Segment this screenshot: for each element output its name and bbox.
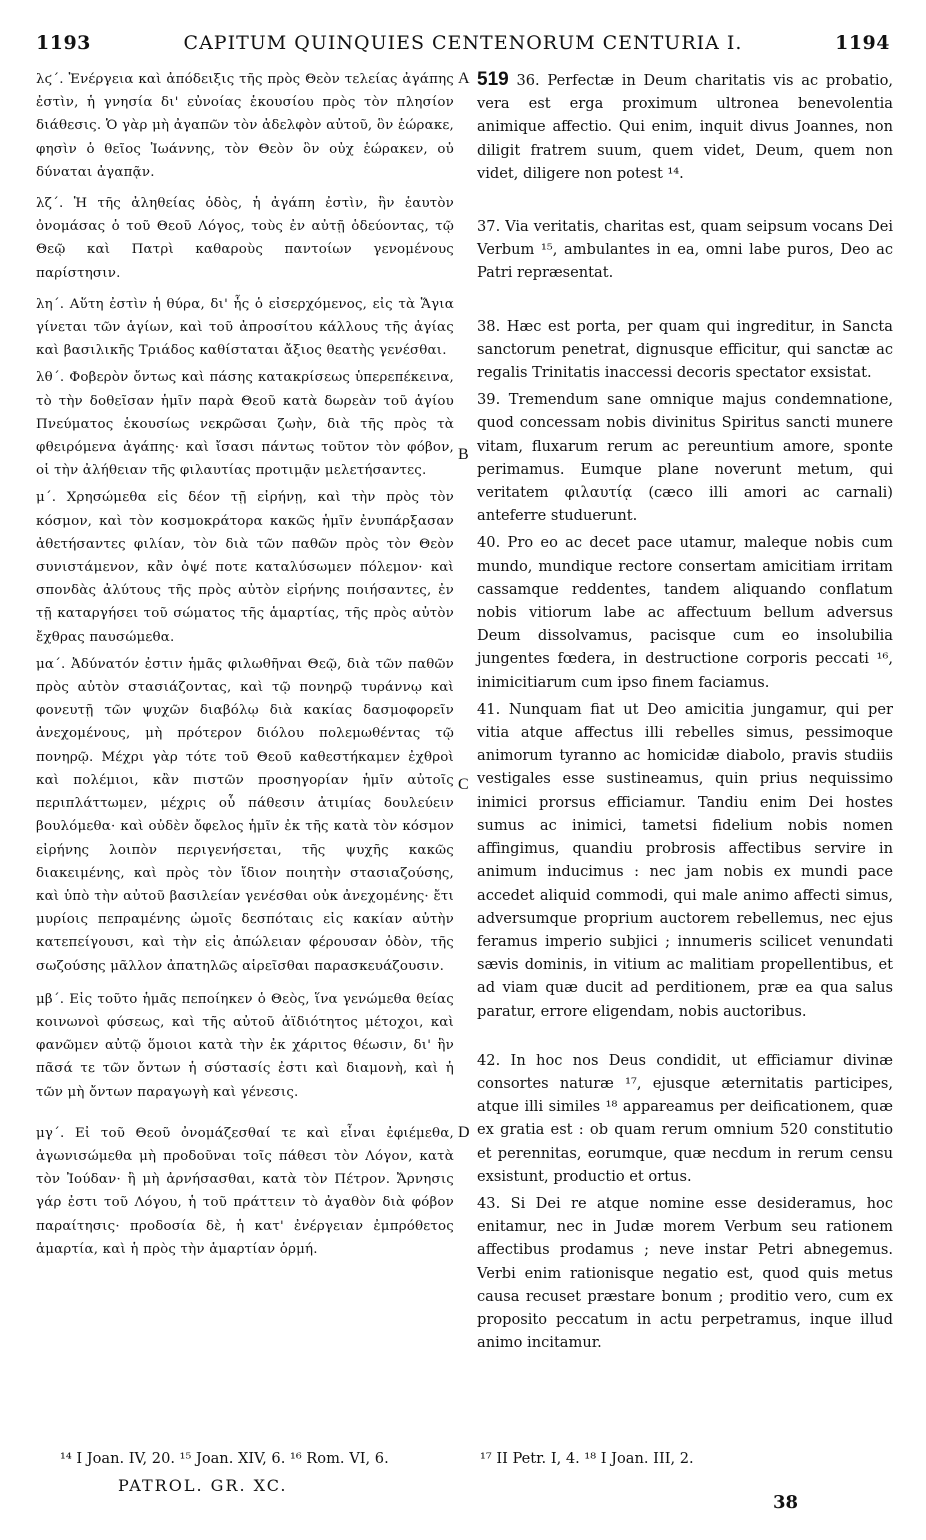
greek-chapter-42: μβ΄. Εἰς τοῦτο ἡμᾶς πεποίηκεν ὁ Θεὸς, ἵνα γενώμεθα θείας κοινωνοὶ φύσεως, καὶ τῆς αὐτοῦ ἀϊδιότητος μέτοχοι, καὶ φανῶμεν αὐτῷ ὅμοιοι κατὰ τὴν ἐκ χάριτος θέωσιν, δι' ἣν πᾶσά τε τῶν ὄντων ἡ σύστασίς ἐστι καὶ διαμονὴ, καὶ ἡ τῶν μὴ ὄντων παραγωγὴ καὶ γένεσις. bbox=[36, 991, 454, 1100]
latin-chapter-36-text: 36. Perfectæ in Deum charitatis vis ac probatio, vera est erga proximum ultronea benevolentia animique affectio. Qui enim, inquit divus Joannes, non diligit fratrem suum, quem videt, Deum, quem non videt, diligere non potest ¹⁴. bbox=[477, 72, 893, 182]
margin-letter-c: C bbox=[458, 776, 469, 793]
signature-mark: PATROL. GR. XC. bbox=[118, 1476, 288, 1495]
sheet-number: 38 bbox=[772, 1492, 798, 1513]
greek-chapter-39: λθ΄. Φοβερὸν ὄντως καὶ πάσης κατακρίσεως ὑπερεπέκεινα, τὸ τὴν δοθεῖσαν ἡμῖν παρὰ Θεοῦ κατὰ δωρεὰν τοῦ ἁγίου Πνεύματος ἑκουσίως νεκρῶσαι ζωὴν, διὰ τῆς πρὸς τὰ φθειρόμενα ἀγάπης· καὶ ἴσασι πάντως τοῦτον τὸν φόβον, οἱ τὴν ἀλήθειαν τῆς φιλαυτίας προτιμᾷν μελετήσαντες. bbox=[36, 370, 454, 479]
running-title: CAPITUM QUINQUIES CENTENORUM CENTURIA I. bbox=[183, 32, 743, 54]
margin-letter-d: D bbox=[458, 1124, 470, 1141]
latin-column bbox=[477, 68, 893, 1354]
footnotes-right: ¹⁷ II Petr. I, 4. ¹⁸ I Joan. III, 2. bbox=[480, 1450, 694, 1467]
greek-chapter-36: λϛ΄. Ἐνέργεια καὶ ἀπόδειξις τῆς πρὸς Θεὸν τελείας ἀγάπης ἐστὶν, ἡ γνησία δι' εὐνοίας ἑκουσίου πρὸς τὸν πλησίον διάθεσις. Ὁ γὰρ μὴ ἀγαπῶν τὸν ἀδελφὸν αὐτοῦ, ὃν ἑώρακε, φησὶν ὁ θεῖος Ἰωάννης, τὸν Θεὸν ὃν οὐχ ἑώρακεν, οὐ δύναται ἀγαπᾷν. bbox=[36, 72, 454, 180]
column-number-mark: 519 bbox=[477, 69, 509, 90]
latin-chapter-40: 40. Pro eo ac decet pace utamur, maleque nobis cum mundo, mundique rectore consertam amicitiam irritam cassamque reddentes, tandem aliquando conflatum nobis vitiorum labe ac affectuum bellum adversus Deum dissolvamus, pacisque cum eo insolubilia jungentes fœdera, in destructione corporis peccati ¹⁶, inimicitiarum cum ipso finem faciamus. bbox=[477, 534, 893, 691]
footnotes-left: ¹⁴ I Joan. IV, 20. ¹⁵ Joan. XIV, 6. ¹⁶ Rom. VI, 6. bbox=[60, 1450, 389, 1467]
page-header bbox=[0, 0, 926, 58]
latin-chapter-39: 39. Tremendum sane omnique majus condemnatione, quod concessam nobis divinitus Spiritus sancti munere vitam, fluxarum rerum ac pereuntium amore, sponte perimamus. Eumque plane noverunt metum, qui veritatem φιλαυτίᾳ (cæco illi amori ac carnali) anteferre studuerunt. bbox=[477, 391, 893, 525]
left-page-number: 1193 bbox=[36, 32, 91, 54]
latin-chapter-37: 37. Via veritatis, charitas est, quam seipsum vocans Dei Verbum ¹⁵, ambulantes in ea, omni labe puros, Deo ac Patri repræsentat. bbox=[477, 218, 893, 282]
greek-chapter-41: μα΄. Ἀδύνατόν ἐστιν ἡμᾶς φιλωθῆναι Θεῷ, διὰ τῶν παθῶν πρὸς αὐτὸν στασιάζοντας, καὶ τῷ πονηρῷ τυράννῳ καὶ φονευτῇ τῶν ψυχῶν διαβόλῳ διὰ κακίας δασμοφορεῖν ἀνεχομένους, μὴ πρότερον διόλου πολεμωθέντας τῷ πονηρῷ. Μέχρι γὰρ τότε τοῦ Θεοῦ καθεστήκαμεν ἐχθροὶ καὶ πολέμιοι, κἂν πιστῶν προσηγορίαν ἡμῖν αὐτοῖς περιπλάττωμεν, μέχρις οὗ πάθεσιν ἀτιμίας δουλεύειν βουλόμεθα· καὶ οὐδὲν ὄφελος ἡμῖν ἐκ τῆς κατὰ τὸν κόσμον εἰρήνης λοιπὸν περιγενήσεται, τῆς ψυχῆς κακῶς διακειμένης, καὶ πρὸς τὸν ἴδιον ποιητὴν στασιαζούσης, καὶ ὑπὸ τὴν αὐτοῦ βασιλείαν γενέσθαι οὐκ ἀνεχομένης· ἔτι μυρίοις πεπραμένης ὠμοῖς δεσπόταις εἰς κακίαν αὐτὴν κατεπείγουσι, καὶ τὴν εἰς ἀπώλειαν φέρουσαν ὁδὸν, τῆς σωζούσης μᾶλλον ἀπατηλῶς αἱρεῖσθαι παρασκευάζουσιν. bbox=[36, 656, 454, 974]
greek-chapter-40: μ΄. Χρησώμεθα εἰς δέον τῇ εἰρήνῃ, καὶ τὴν πρὸς τὸν κόσμον, καὶ τὸν κοσμοκράτορα κακῶς ἡμῖν ἐνυπάρξασαν ἀθετήσαντες φιλίαν, τὸν διὰ τῶν παθῶν πρὸς τὸν Θεὸν συνιστάμενον, κἂν ὀψέ ποτε καταλύσωμεν πόλεμον· καὶ σπονδὰς ἀλύτους τῆς πρὸς αὐτὸν εἰρήνης ποιήσαντες, ἐν τῇ καταργήσει τοῦ σώματος τῆς ἁμαρτίας, τῆς πρὸς αὐτὸν ἔχθρας παυσώμεθα. bbox=[36, 490, 454, 645]
margin-letter-b: B bbox=[458, 446, 469, 463]
greek-chapter-38: λη΄. Αὕτη ἐστὶν ἡ θύρα, δι' ἧς ὁ εἰσερχόμενος, εἰς τὰ Ἅγια γίνεται τῶν ἁγίων, καὶ τοῦ ἀπροσίτου κάλλους τῆς ἁγίας καὶ βασιλικῆς Τριάδος καθίσταται ἄξιος θεατὴς γενέσθαι. bbox=[36, 296, 454, 359]
latin-chapter-43: 43. Si Dei re atque nomine esse desideramus, hoc enitamur, nec in Judæ morem Verbum seu rationem affectibus prodamus ; neve instar Petri abnegemus. Verbi enim rationisque negatio est, quod quis metus causa recuset præstare bonum ; proditio vero, cum ex proposito peccatum in actu perpetramus, inque illud animo incitamur. bbox=[477, 1194, 893, 1352]
latin-chapter-38: 38. Hæc est porta, per quam qui ingreditur, in Sancta sanctorum penetrat, dignusque efficitur, qui sanctæ ac regalis Trinitatis inaccessi decoris spectator exsistat. bbox=[477, 317, 893, 382]
greek-chapter-43: μγ΄. Εἰ τοῦ Θεοῦ ὀνομάζεσθαί τε καὶ εἶναι ἐφιέμεθα, ἀγωνισώμεθα μὴ προδοῦναι τοῖς πάθεσι τὸν Λόγον, κατὰ τὸν Ἰούδαν· ἢ μὴ ἀρνήσασθαι, κατὰ τὸν Πέτρον. Ἄρνησις γάρ ἐστι τοῦ Λόγου, ἡ τοῦ πράττειν τὸ ἀγαθὸν διὰ φόβον παραίτησις· προδοσία δὲ, ἡ κατ' ἐνέργειαν ἐμπρόθετος ἁμαρτία, καὶ ἡ πρὸς τὴν ἁμαρτίαν ὁρμή. bbox=[36, 1125, 454, 1257]
latin-chapter-41: 41. Nunquam fiat ut Deo amicitia jungamur, qui per vitia atque affectus illi rebelles simus, pessimoque animorum tyranno ac homicidæ diabolo, pravis studiis vestigales esse sustineamus, quin prius nequissimo inimici prorsus efficiamur. Tandiu enim Dei hostes sumus ac inimici, tametsi fidelium nobis nomen affingimus, quandiu probrosis affectibus servire in animum inducimus : nec jam nobis ex mundi pace accedet aliquid commodi, qui male animo affecti simus, adversumque proprium auctorem rebellemus, nec ejus feramus imperio subjici ; innumeris scilicet venundati sævis dominis, in vitium ac malitiam propellentibus, et ad viam quæ ducit ad perditionem, præ ea qua salus paratur, errore eligendam, nobis auctoribus. bbox=[477, 700, 893, 1020]
latin-chapter-36 bbox=[477, 68, 893, 185]
greek-column bbox=[36, 68, 454, 1261]
latin-chapter-42: 42. In hoc nos Deus condidit, ut efficiamur divinæ consortes naturæ ¹⁷, ejusque æternitatis participes, atque illi similes ¹⁸ appareamus per deificationem, quæ ex gratia est : ob quam rerum omnium 520 constitutio et perennitas, eorumque, quæ necdum in rerum censu exsistunt, productio et ortus. bbox=[477, 1051, 893, 1185]
margin-letter-a: A bbox=[458, 70, 470, 87]
right-page-number: 1194 bbox=[835, 32, 890, 54]
greek-chapter-37: λζ΄. Ἡ τῆς ἀληθείας ὁδὸς, ἡ ἀγάπη ἐστὶν, ἣν ἑαυτὸν ὀνομάσας ὁ τοῦ Θεοῦ Λόγος, τοὺς ἐν αὐτῇ ὁδεύοντας, τῷ Θεῷ καὶ Πατρὶ καθαροὺς παντοίων γενομένους παρίστησιν. bbox=[36, 196, 454, 281]
